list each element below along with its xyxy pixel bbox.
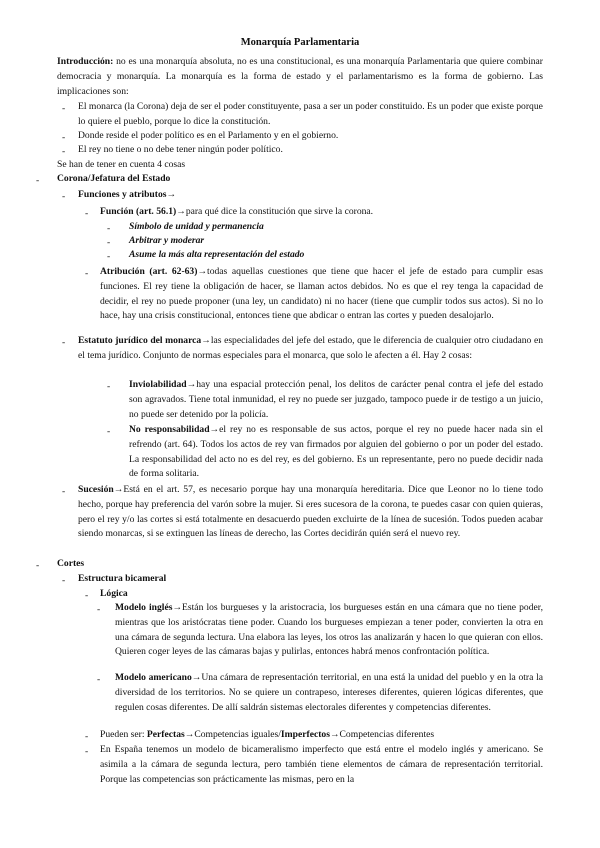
funcion-text: →para qué dice la constitución que sirve la corona. — [176, 206, 374, 217]
modelo-americano-paragraph — [115, 671, 543, 715]
dash-bullet: - — [85, 268, 89, 279]
sucesion-paragraph — [78, 483, 543, 542]
dash-bullet: - — [62, 575, 66, 586]
dash-bullet: - — [85, 590, 89, 601]
intro-text: no es una monarquía absoluta, no es una constitucional, es una monarquía Parlamentaria que quiere combinar democracia y monarquía. La monarquía es la forma de estado y el parlamentarismo es la forma de gobierno. Las implicaciones son: — [57, 56, 543, 97]
dash-bullet: - — [85, 746, 89, 757]
dash-bullet: - — [85, 731, 89, 742]
dash-bullet: - — [62, 486, 66, 497]
dash-bullet: - — [107, 251, 111, 262]
intro-item-2: Donde reside el poder político es en el Parlamento y en el gobierno. — [78, 130, 339, 141]
imperfectos-text: →Competencias diferentes — [329, 729, 435, 740]
modelo-ingles-paragraph — [115, 601, 543, 660]
sucesion-text: →Está en el art. 57, es necesario porque hay una monarquía hereditaria. Dice que Leonor no lo tiene todo hecho, porque hay preferencia del varón sobre la mujer. Si eres sucesora de la corona, te puedes casar con quien quieras, pero el rey y/o las cortes si está totalmente en desacuerdo pueden excluirte de la línea de sucesión. Todos pueden acabar siendo monarcas, si se extinguen las líneas de derecho, las Cortes decidirán quién será el nuevo rey. — [78, 484, 543, 540]
dash-bullet: - — [36, 560, 40, 571]
pueden-ser-prefix: Pueden ser: — [100, 729, 147, 740]
estatuto-text: →las especialidades del jefe del estado, que le diferencia de cualquier otro ciudadano en el tema jurídico. Conjunto de normas especiales para el monarca, que solo le afecten a él. Hay 2 cosas: — [78, 335, 543, 361]
dash-bullet: - — [85, 208, 89, 219]
atribucion-label: Atribución (art. 62-63) — [100, 266, 198, 277]
dash-bullet: - — [62, 191, 66, 202]
estatuto-label: Estatuto jurídico del monarca — [78, 335, 202, 346]
no-responsabilidad-paragraph — [129, 423, 543, 482]
dash-bullet: - — [107, 223, 111, 234]
dash-bullet: - — [97, 674, 101, 685]
intro-item-1: El monarca (la Corona) deja de ser el poder constituyente, pasa a ser un poder constituido. Es un poder que existe porque lo quiere el pueblo, porque lo dice la constitución. — [78, 101, 543, 127]
cortes-heading: Cortes — [57, 558, 85, 569]
espana-paragraph: En España tenemos un modelo de bicameralismo imperfecto que está entre el modelo inglés y americano. Se asimila a la cámara de segunda lectura, pero también tiene elementos de cámara de representación territorial. Porque las competencias son prácticamente las mismas, pero en la — [100, 744, 543, 785]
modelo-americano-label: Modelo americano — [115, 672, 192, 683]
funciones-heading — [78, 188, 176, 203]
intro-label: Introducción: — [57, 56, 114, 67]
funciones-label: Funciones y atributos — [78, 189, 167, 200]
funciones-arrow: → — [166, 189, 177, 200]
imperfectos-label: Imperfectos — [280, 729, 330, 740]
dash-bullet: - — [62, 132, 66, 143]
dash-bullet: - — [62, 337, 66, 348]
atribucion-paragraph — [100, 265, 543, 324]
funcion-line — [100, 205, 543, 220]
dash-bullet: - — [107, 381, 111, 392]
modelo-ingles-label: Modelo inglés — [115, 602, 173, 613]
dash-bullet: - — [62, 146, 66, 157]
funcion-label: Función (art. 56.1) — [100, 206, 177, 217]
dash-bullet: - — [107, 426, 111, 437]
atribucion-text: →todas aquellas cuestiones que tiene que hacer el jefe de estado para cumplir esas funciones. El rey tiene la obligación de hacer, se llaman actos debidos. No es que el rey tenga la capacidad de decidir, el rey no puede proponer (una ley, un candidato) ni no hacer (tiene que cumplir todos sus actos). Si no lo hace, hay una crisis constitucional, entonces tiene que abdicar o entran las cortes y pueden desalojarlo. — [100, 266, 543, 322]
funcion-subitem-1: Símbolo de unidad y permanencia — [129, 221, 264, 232]
dash-bullet: - — [36, 175, 40, 186]
perfectas-label: Perfectas — [146, 729, 185, 740]
intro-paragraph — [57, 55, 543, 99]
dash-bullet: - — [62, 103, 66, 114]
logica-heading: Lógica — [100, 588, 128, 599]
estructura-heading: Estructura bicameral — [78, 573, 167, 584]
sucesion-label: Sucesión — [78, 484, 114, 495]
pueden-ser-line — [100, 728, 543, 743]
funcion-subitem-3: Asume la más alta representación del estado — [129, 249, 305, 260]
dash-bullet: - — [97, 604, 101, 615]
modelo-americano-text: →Una cámara de representación territorial, en una está la unidad del pueblo y en la otra la diversidad de los territorios. No se quiere un contrapeso, intereses diferentes, quieren lógicas diferentes, que regulen cosas diferentes. De allí saldrán sistemas electorales diferentes y competencias diferentes. — [115, 672, 543, 713]
estatuto-paragraph — [78, 334, 543, 364]
perfectas-text: →Competencias iguales/ — [184, 729, 281, 740]
inviolabilidad-paragraph — [129, 378, 543, 422]
dash-bullet: - — [107, 237, 111, 248]
funcion-subitem-2: Arbitrar y moderar — [129, 235, 205, 246]
intro-item-3: El rey no tiene o no debe tener ningún poder político. — [78, 144, 283, 155]
no-responsabilidad-text: →el rey no es responsable de sus actos, porque el rey no puede hacer nada sin el refrendo (art. 64). Todos los actos de rey van firmados por alguien del gobierno o por un poder del estado. La responsabilidad del acto no es del rey, es del gobierno. Es un representante, pero no puede decidir nada de forma solitaria. — [129, 424, 543, 480]
document-title: Monarquía Parlamentaria — [240, 37, 360, 48]
inviolabilidad-label: Inviolabilidad — [129, 379, 187, 390]
corona-heading: Corona/Jefatura del Estado — [57, 173, 171, 184]
no-responsabilidad-label: No responsabilidad — [129, 424, 210, 435]
inviolabilidad-text: →hay una espacial protección penal, los delitos de carácter penal contra el jefe del estado son agravados. Tiene total inmunidad, el rey no puede ser juzgado, tampoco puede ir de testigo a un juicio, no puede ser detenido por la policía. — [129, 379, 543, 420]
intro-closing: Se han de tener en cuenta 4 cosas — [57, 159, 186, 170]
modelo-ingles-text: →Están los burgueses y la aristocracia, los burgueses están en una cámara que no tiene poder, mientras que los aristócratas tiene poder. Cuando los burgueses empiezan a tener poder, convierten la otra en una cámara de segunda lectura. Una elabora las leyes, los otros las analizarán y hacen lo que quieran con ellos. Quieren coger leyes de las cámaras bajas y pulirlas, entonces habrá menos confrontación política. — [115, 602, 543, 658]
